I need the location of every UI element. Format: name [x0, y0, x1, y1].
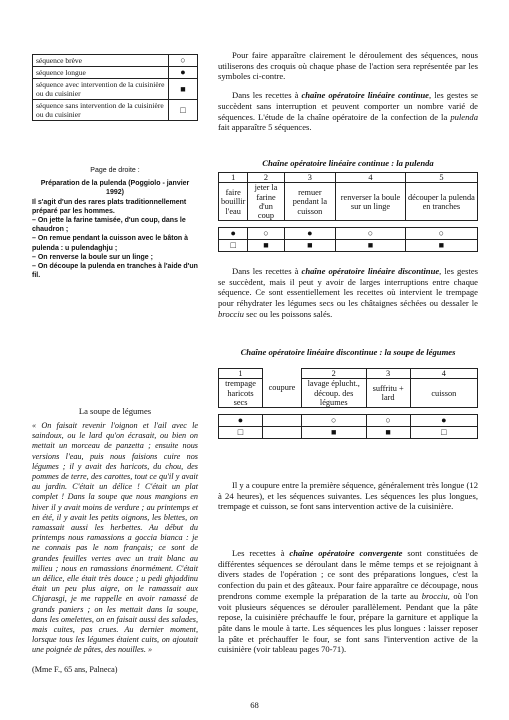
open-square-icon: □	[169, 100, 198, 121]
step-number: 4	[336, 173, 406, 183]
step-label: faire bouillir l'eau	[219, 183, 248, 221]
filled-square-icon: ■	[169, 79, 198, 100]
intervention-symbol: ■	[336, 240, 406, 252]
text-span: sec ou les poissons salés.	[243, 308, 333, 319]
note-subtitle: Préparation de la pulenda (Poggiolo - janvier 1992)	[40, 180, 190, 197]
table-row	[219, 173, 478, 183]
step-label: lavage éplucht., découp. des légumes	[301, 379, 366, 408]
step-number: 2	[301, 369, 366, 379]
step-number: 1	[219, 173, 248, 183]
soupe-chain-table	[218, 368, 478, 439]
intervention-symbol: ■	[405, 240, 477, 252]
term-italic: pulenda	[450, 111, 478, 122]
step-number: 3	[366, 369, 410, 379]
intervention-symbol: □	[219, 240, 248, 252]
table-row	[219, 369, 478, 379]
step-label: remuer pendant la cuisson	[284, 183, 336, 221]
text-span: Dans les recettes à	[232, 90, 302, 101]
duration-symbol: ○	[336, 228, 406, 240]
note-item: – On remue pendant la cuisson avec le bâton à pulenda : u pulendaghju ;	[32, 235, 188, 252]
duration-symbol: ○	[301, 415, 366, 427]
table-row	[219, 415, 478, 427]
intro-paragraph-1: Pour faire apparaître clairement le déroulement des séquences, nous utiliserons des croquis où chaque phase de l'action sera représentée par les symboles ci-contre.	[218, 50, 478, 82]
legend-row	[33, 100, 198, 121]
note-item: – On découpe la pulenda en tranches à l'aide d'un fil.	[32, 263, 198, 280]
note-item: – On renverse la boule sur un linge ;	[32, 253, 153, 261]
step-number: 5	[405, 173, 477, 183]
intervention-symbol: ■	[248, 240, 284, 252]
legend-table	[32, 54, 198, 121]
legend-label: séquence brève	[33, 55, 169, 67]
duration-symbol: ○	[405, 228, 477, 240]
duration-symbol: ●	[219, 415, 263, 427]
testimony-quote: « On faisait revenir l'oignon et l'ail avec le saindoux, ou le lard qu'on écrasait, ou bien on mettait un morceau de panzetta ; ensuite nous versions l'eau, puis nous faisions cuire nos légumes ; il y avait des haricots, du chou, des pommes de terre, des carottes, tout ce qu'il y avait au jardin. C'était un délice ! C'était un plat complet ! Dans la soupe que nous mangions en hiver il y avait moins de verdure ; au printemps et en été, il y avait les petits oignons, les blettes, on ramassait aussi les herbettes. Au début du printemps nous ramassions a goccia bianca : je ne connais pas le nom français; ce sont de grandes feuilles vertes avec un trait blanc au milieu ; nous en ramassions énormément. C'était un délice, elle était très douce ; u pedi ghjaddinu était un peu plus aigre, on le ramassait aux Chjarasgi, je me rappelle en avoir ramassé de grands paniers ; on les mettait dans la soupe, dans les omelettes, on en faisait aussi des salades, mais cuites, pas crues. Au dernier moment, lorsque tous les légumes étaient cuits, on ajoutait une poignée de pâtes, des nouilles. »	[32, 421, 198, 655]
text-span: , où l'on voit plusieurs séquences se dérouler parallèlement. Pendant que la pâte repose, la cuisinière préchauffe le four, prépare la garniture et applique la pâte dans le moule à tarte. Les séquences les plus longues : laisser reposer la pâte et préchauffer le four, se font sans l'intervention active de la cuisinière (voir tableau pages 70-71).	[218, 590, 478, 655]
duration-symbol: ○	[366, 415, 410, 427]
legend-row	[33, 67, 198, 79]
intervention-symbol: □	[410, 427, 477, 439]
table2-title: Chaîne opératoire linéaire discontinue : la soupe de légumes	[240, 347, 456, 357]
convergente-paragraph	[218, 548, 478, 655]
note-intro: Il s'agit d'un des rares plats traditionnellement préparé par les hommes.	[32, 198, 187, 215]
intervention-symbol: ■	[301, 427, 366, 439]
soupe-title: La soupe de légumes	[78, 406, 152, 416]
table-spacer	[219, 408, 478, 415]
step-label: découper la pulenda en tranches	[405, 183, 477, 221]
step-label: trempage haricots secs	[219, 379, 263, 408]
legend-label: séquence avec intervention de la cuisinière ou du cuisinier	[33, 79, 169, 100]
legend-row	[33, 79, 198, 100]
legend-label: séquence sans intervention de la cuisinière ou du cuisinier	[33, 100, 169, 121]
note-item: – On jette la farine tamisée, d'un coup, dans le chaudron ;	[32, 217, 186, 234]
text-span: sont constituées de différentes séquences se déroulant dans le même temps et se rejoignant à divers stades de l'opération ; ce sont des préparations longues, c'est la confection du pain et des gâteaux. Pour faire apparaître ce découpage, nous prendrons comme exemple la préparation de la tarte au	[218, 548, 478, 601]
intro-section	[218, 50, 478, 133]
intervention-symbol: ■	[366, 427, 410, 439]
pulenda-chain-table	[218, 172, 478, 252]
text-span: Dans les recettes à	[232, 266, 302, 276]
filled-circle-icon: ●	[169, 67, 198, 79]
legend-label: séquence longue	[33, 67, 169, 79]
duration-symbol: ●	[284, 228, 336, 240]
step-number: 3	[284, 173, 336, 183]
open-circle-icon: ○	[169, 55, 198, 67]
coupure-paragraph: Il y a coupure entre la première séquence, généralement très longue (12 à 24 heures), et les séquences suivantes. Les séquences les plus longues, trempage et cuisson, se font sans intervention active de la cuisinière.	[218, 480, 478, 512]
intervention-symbol: □	[219, 427, 263, 439]
step-number: 1	[219, 369, 263, 379]
term-italic: brocciu	[421, 590, 448, 601]
duration-symbol: ●	[219, 228, 248, 240]
spacer-cell	[219, 408, 478, 415]
text-span: fait apparaître 5 séquences.	[218, 122, 312, 133]
step-number: 2	[248, 173, 284, 183]
term-bold: chaîne opératoire linéaire discontinue	[301, 266, 440, 276]
term-bold: chaîne opératoire linéaire continue	[301, 90, 429, 101]
step-label: coupure	[263, 369, 302, 408]
discontinue-paragraph	[218, 266, 478, 320]
photo-caption-note	[32, 166, 198, 280]
table-row	[219, 427, 478, 439]
page-number: 68	[250, 700, 259, 710]
term-italic: brocciu	[218, 308, 244, 319]
intro-paragraph-2	[218, 90, 478, 133]
step-label: jeter la farine d'un coup	[248, 183, 284, 221]
table-row	[219, 240, 478, 252]
step-number: 4	[410, 369, 477, 379]
intervention-symbol	[263, 427, 302, 439]
step-label: suffritu + lard	[366, 379, 410, 408]
spacer-cell	[219, 221, 478, 228]
step-label: renverser la boule sur un linge	[336, 183, 406, 221]
text-span: Les recettes à	[232, 548, 290, 558]
step-label: cuisson	[410, 379, 477, 408]
duration-symbol: ●	[410, 415, 477, 427]
intervention-symbol: ■	[284, 240, 336, 252]
table-row	[219, 183, 478, 221]
text-span: , les gestes se succèdent, mais il peut y avoir de larges interruptions entre chaque séquence. Ce sont essentiellement les recettes où intervient le trempage pour réhydrater les légumes secs ou les châtaignes séchées ou dessaler le	[218, 266, 478, 309]
note-header: Page de droite :	[90, 167, 140, 174]
table-spacer	[219, 221, 478, 228]
table-row	[219, 379, 478, 408]
duration-symbol	[263, 415, 302, 427]
term-bold: chaîne opératoire convergente	[289, 548, 403, 558]
table1-title: Chaîne opératoire linéaire continue : la pulenda	[262, 158, 434, 168]
quote-source: (Mme F., 65 ans, Palneca)	[32, 665, 118, 674]
duration-symbol: ○	[248, 228, 284, 240]
text-span: , les gestes se succèdent sans interruption et peuvent comporter un nombre varié de séquences. L'étude de la chaîne opératoire de la confection de la	[218, 90, 478, 122]
table-row	[219, 228, 478, 240]
legend-row	[33, 55, 198, 67]
